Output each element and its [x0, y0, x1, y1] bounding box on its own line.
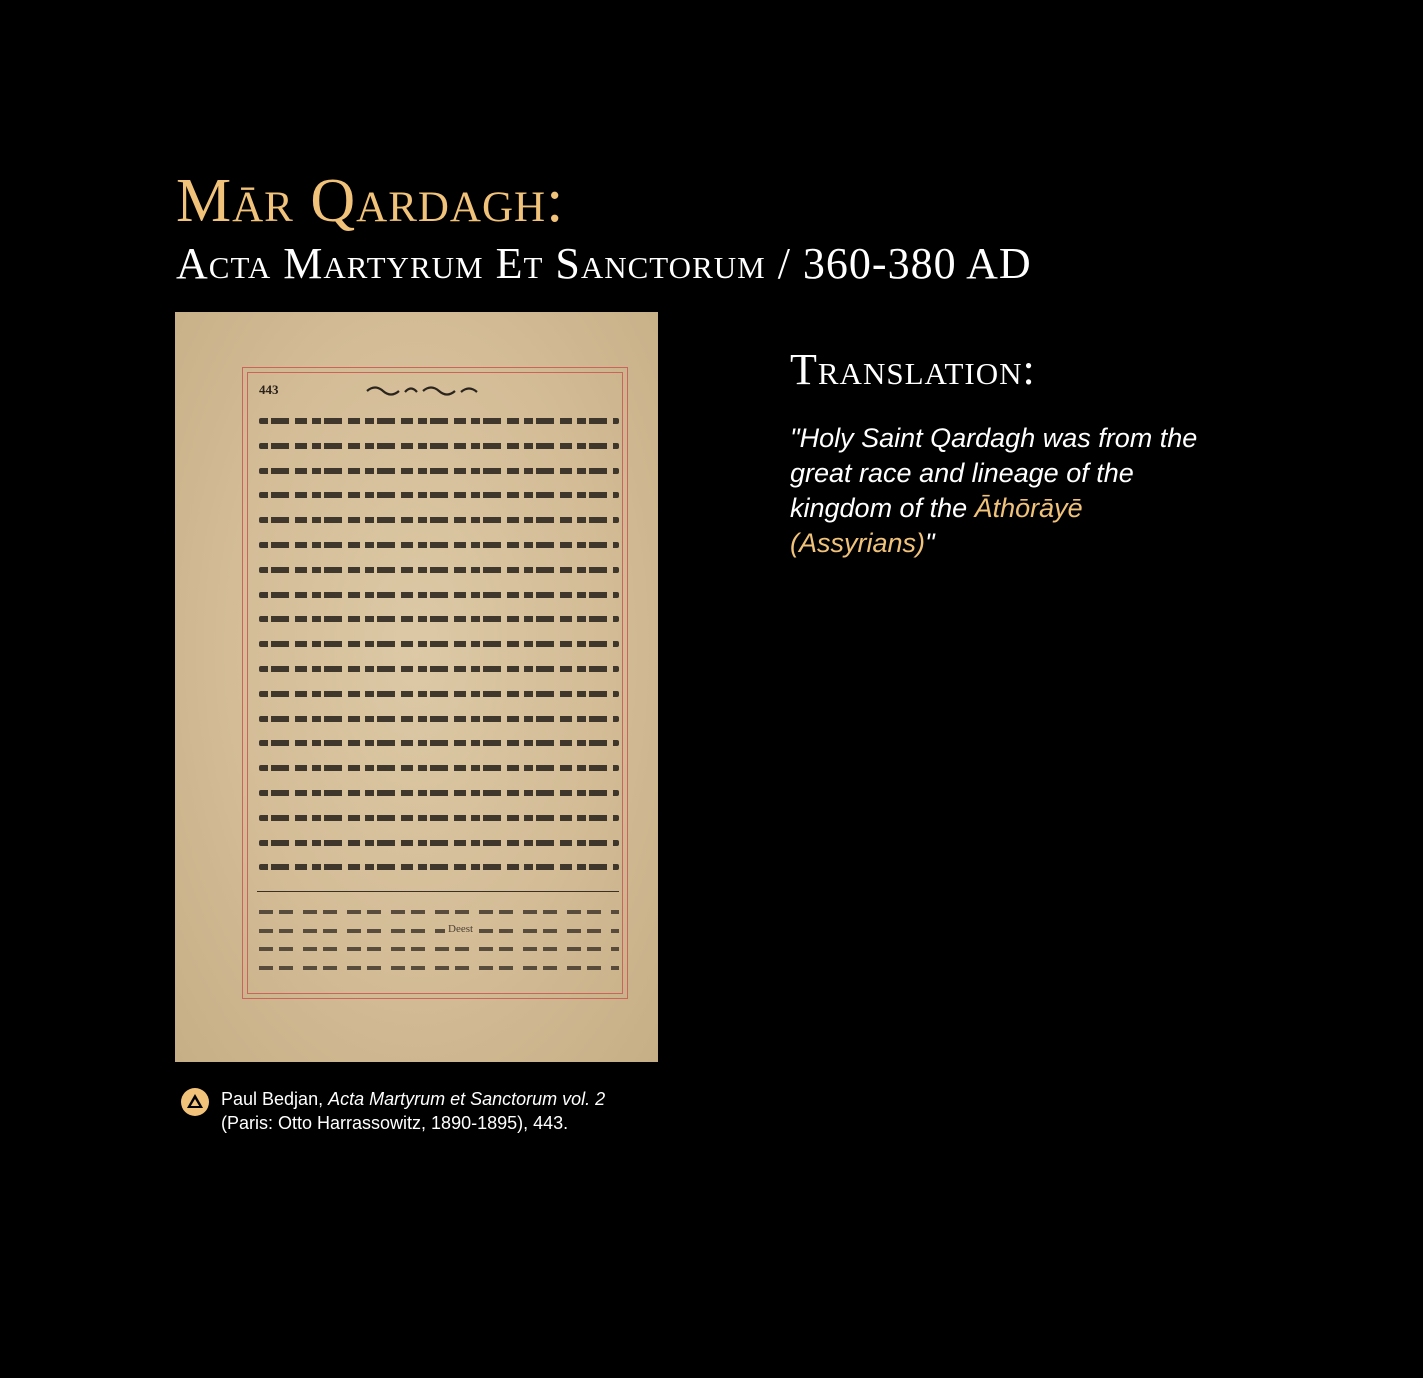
page-title: Mār Qardagh: — [176, 167, 565, 235]
page-subtitle: Acta Martyrum Et Sanctorum / 360-380 AD — [176, 239, 1032, 288]
syriac-running-header — [365, 382, 485, 396]
translation-highlight-term: Āthōrāyē (Assyrians) — [790, 493, 1083, 558]
translation-quote-text: "Holy Saint Qardagh was from the great race and lineage of the kingdom of the — [790, 423, 1198, 523]
translation-heading: Translation: — [790, 345, 1036, 394]
caption-author: Paul Bedjan, — [221, 1089, 329, 1109]
manuscript-page-image — [175, 312, 658, 1062]
syriac-body-text — [259, 418, 619, 889]
syriac-footnotes — [259, 910, 619, 984]
translation-quote — [790, 421, 1230, 561]
translation-quote-end: " — [925, 528, 935, 558]
caption-citation — [221, 1087, 605, 1135]
caption-publication: (Paris: Otto Harrassowitz, 1890-1895), 443. — [221, 1113, 569, 1133]
caption-work-title: Acta Martyrum et Sanctorum vol. 2 — [328, 1089, 606, 1109]
image-caption — [180, 1087, 700, 1135]
footnote-divider — [257, 891, 619, 892]
title-block — [176, 168, 1032, 288]
footnote-deest: Deest — [445, 923, 476, 935]
manuscript-page-number: 443 — [259, 382, 279, 397]
triangle-up-in-circle-icon — [180, 1087, 210, 1117]
